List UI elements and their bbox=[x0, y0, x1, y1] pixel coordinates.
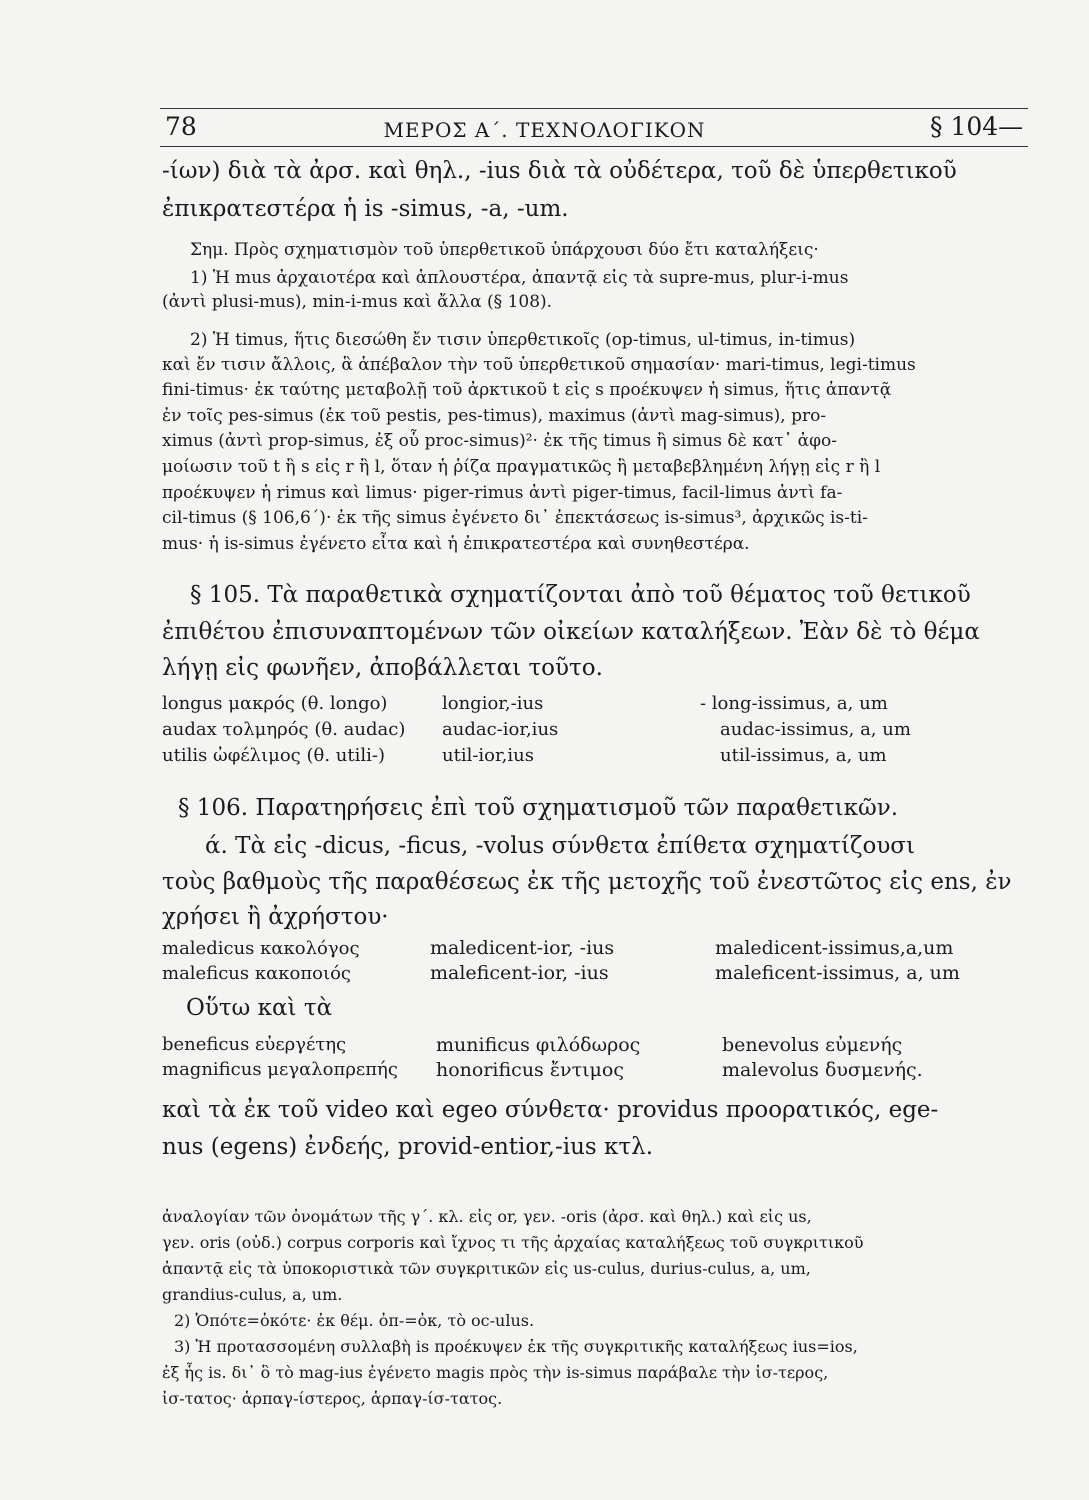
note-line: καὶ ἔν τισιν ἄλλοις, ἃ ἀπέβαλον τὴν τοῦ ὑπερθετικοῦ σημασίαν· mari-timus, legi-timus bbox=[162, 355, 916, 375]
footnote-line: γεν. oris (οὐδ.) corpus corporis καὶ ἴχνος τι τῆς ἀρχαίας καταλήξεως τοῦ συγκριτικοῦ bbox=[162, 1233, 864, 1252]
footnote-line: 2) Ὁπότε=ὁκότε· ἐκ θέμ. ὀπ-=ὀκ, τὸ oc-ulus. bbox=[174, 1311, 535, 1330]
note-line: μοίωσιν τοῦ t ἢ s εἰς r ἢ l, ὅταν ἡ ῥίζα πραγματικῶς ἢ μεταβεβλημένη λήγῃ εἰς r ἢ l bbox=[162, 457, 881, 477]
table-106b-cell: benevolus εὐμενής bbox=[722, 1034, 903, 1056]
section-marker: § 104— bbox=[930, 112, 1024, 141]
note-line: mus· ἡ is-simus ἐγένετο εἶτα καὶ ἡ ἐπικρατεστέρα καὶ συνηθεστέρα. bbox=[162, 534, 750, 554]
section-105-line: ἐπιθέτου ἐπισυναπτομένων τῶν οἰκείων καταλήξεων. Ἐὰν δὲ τὸ θέμα bbox=[162, 619, 980, 645]
table-106b-cell: munificus φιλόδωρος bbox=[436, 1034, 641, 1056]
table-106a-superlative: maledicent-issimus,a,um bbox=[715, 937, 954, 959]
table-105-superlative: - long-issimus, a, um bbox=[700, 693, 888, 714]
table-105-positive: audax τολμηρός (θ. audac) bbox=[162, 719, 406, 740]
also-line: Οὕτω καὶ τὰ bbox=[186, 995, 333, 1021]
section-105-line: λήγῃ εἰς φωνῆεν, ἀποβάλλεται τοῦτο. bbox=[162, 655, 603, 681]
footnote-line: ἀναλογίαν τῶν ὀνομάτων τῆς γ΄. κλ. εἰς or, γεν. -oris (ἀρσ. καὶ θηλ.) καὶ εἰς us, bbox=[162, 1207, 812, 1226]
footnote-line: 3) Ἡ προτασσομένη συλλαβὴ is προέκυψεν ἐκ τῆς συγκριτικῆς καταλήξεως ius=ios, bbox=[174, 1337, 858, 1356]
note-line: προέκυψεν ἡ rimus καὶ limus· piger-rimus ἀντὶ piger-timus, facil-limus ἀντὶ fa- bbox=[162, 483, 843, 503]
table-105-comparative: longior,-ius bbox=[442, 693, 544, 714]
table-106a-positive: maledicus κακολόγος bbox=[162, 938, 360, 959]
header-rule-bottom bbox=[160, 146, 1028, 147]
table-106a-superlative: maleficent-issimus, a, um bbox=[715, 962, 960, 984]
table-105-positive: utilis ὠφέλιμος (θ. utili-) bbox=[162, 745, 385, 766]
table-105-comparative: audac-ior,ius bbox=[442, 719, 559, 740]
note-line: Σημ. Πρὸς σχηματισμὸν τοῦ ὑπερθετικοῦ ὑπάρχουσι δύο ἔτι καταλήξεις· bbox=[190, 240, 819, 260]
table-106b-cell: honorificus ἔντιμος bbox=[436, 1059, 624, 1081]
table-106b-cell: malevolus δυσμενής. bbox=[722, 1059, 923, 1081]
header-rule-top bbox=[160, 108, 1028, 109]
text-line: -ίων) διὰ τὰ ἀρσ. καὶ θηλ., -ius διὰ τὰ οὐδέτερα, τοῦ δὲ ὑπερθετικοῦ bbox=[162, 158, 957, 184]
table-106a-comparative: maleficent-ior, -ius bbox=[430, 962, 609, 984]
table-105-superlative: audac-issimus, a, um bbox=[720, 719, 911, 740]
page-number: 78 bbox=[165, 112, 197, 141]
table-105-superlative: util-issimus, a, um bbox=[720, 745, 887, 766]
section-106-line: ά. Τὰ εἰς -dicus, -ficus, -volus σύνθετα ἐπίθετα σχηματίζουσι bbox=[205, 833, 916, 859]
table-106a-comparative: maledicent-ior, -ius bbox=[430, 937, 615, 959]
closing-line: nus (egens) ἐνδεής, provid-entior,-ius κτλ. bbox=[162, 1134, 654, 1160]
table-105-positive: longus μακρός (θ. longo) bbox=[162, 693, 388, 714]
section-106-line: χρήσει ἢ ἀχρήστου· bbox=[162, 904, 389, 930]
note-line: (ἀντὶ plusi-mus), min-i-mus καὶ ἄλλα (§ 108). bbox=[162, 292, 553, 312]
note-line: ἐν τοῖς pes-simus (ἐκ τοῦ pestis, pes-timus), maximus (ἀντὶ mag-simus), pro- bbox=[162, 406, 827, 426]
note-line: cil-timus (§ 106,6΄)· ἐκ τῆς simus ἐγένετο δι᾽ ἐπεκτάσεως is-simus³, ἀρχικῶς is-ti- bbox=[162, 508, 868, 528]
closing-line: καὶ τὰ ἐκ τοῦ video καὶ egeo σύνθετα· providus προορατικός, ege- bbox=[162, 1097, 939, 1123]
running-title: ΜΕΡΟΣ Α΄. ΤΕΧΝΟΛΟΓΙΚΟΝ bbox=[383, 118, 706, 142]
section-106-line: τοὺς βαθμοὺς τῆς παραθέσεως ἐκ τῆς μετοχῆς τοῦ ἐνεστῶτος εἰς ens, ἐν bbox=[162, 869, 1012, 895]
footnote-line: ἰσ-τατος· ἁρπαγ-ίστερος, ἁρπαγ-ίσ-τατος. bbox=[162, 1389, 503, 1408]
note-line: ximus (ἀντὶ prop-simus, ἐξ οὗ proc-simus)²· ἐκ τῆς timus ἢ simus δὲ κατ᾽ ἀφο- bbox=[162, 431, 837, 451]
footnote-line: ἀπαντᾷ εἰς τὰ ὑποκοριστικὰ τῶν συγκριτικῶν εἰς us-culus, durius-culus, a, um, bbox=[162, 1259, 811, 1278]
table-106b-cell: magnificus μεγαλοπρεπής bbox=[162, 1059, 398, 1080]
section-105-line: § 105. Τὰ παραθετικὰ σχηματίζονται ἀπὸ τοῦ θέματος τοῦ θετικοῦ bbox=[190, 582, 971, 608]
note-line: fini-timus· ἐκ ταύτης μεταβολῇ τοῦ ἀρκτικοῦ t εἰς s προέκυψεν ἡ simus, ἥτις ἀπαντᾷ bbox=[162, 380, 892, 400]
note-line: 1) Ἡ mus ἀρχαιοτέρα καὶ ἁπλουστέρα, ἀπαντᾷ εἰς τὰ supre-mus, plur-i-mus bbox=[190, 268, 849, 288]
text-line: ἐπικρατεστέρα ἡ is -simus, -a, -um. bbox=[162, 196, 569, 222]
note-line: 2) Ἡ timus, ἥτις διεσώθη ἔν τισιν ὑπερθετικοῖς (op-timus, ul-timus, in-timus) bbox=[190, 330, 856, 350]
section-106-heading: § 106. Παρατηρήσεις ἐπὶ τοῦ σχηματισμοῦ τῶν παραθετικῶν. bbox=[178, 795, 899, 821]
footnote-line: ἐξ ἧς is. δι᾽ ὃ τὸ mag-ius ἐγένετο magis πρὸς τὴν is-simus παράβαλε τὴν ἰσ-τερος, bbox=[162, 1363, 829, 1382]
footnote-line: grandius-culus, a, um. bbox=[162, 1285, 343, 1304]
table-106a-positive: maleficus κακοποιός bbox=[162, 963, 351, 984]
table-105-comparative: util-ior,ius bbox=[442, 745, 534, 766]
table-106b-cell: beneficus εὐεργέτης bbox=[162, 1034, 347, 1055]
